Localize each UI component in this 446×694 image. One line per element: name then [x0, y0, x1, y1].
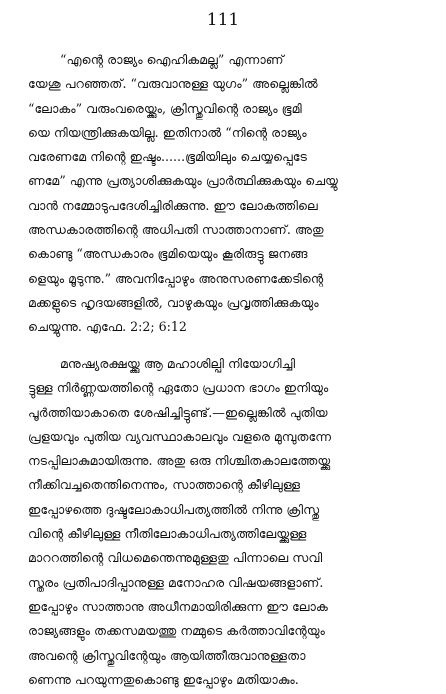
paragraph-line: പ്രളയവും പുതിയ വ്യവസ്ഥാകാലവും വളരെ മുമ്പുതന്നേ: [28, 428, 332, 444]
paragraph-line: ഇപ്പോഴത്തെ ദുഷ്ടലോകാധിപത്യത്തിൽ നിന്നു ക്രിസ്തു: [28, 501, 320, 517]
paragraph-line: ട്ടുള്ള നിർണ്ണയത്തിന്റെ ഏതോ പ്രധാന ഭാഗം ഇനിയും: [28, 380, 329, 396]
paragraph-line: “എന്റെ രാജ്യം ഐഹികമല്ല” എന്നാണ്: [60, 52, 284, 67]
paragraph-line: പൂർത്തിയാകാതെ ശേഷിച്ചിട്ടുണ്ട്.—ഇല്ലെങ്കിൽ പുതിയ: [28, 404, 328, 420]
paragraph-line: യേശു പറഞ്ഞത്. “വരുവാനുള്ള യുഗം” അല്ലെങ്കിൽ: [28, 76, 318, 92]
paragraph-line: മാററത്തിന്റെ വിധമെന്തെന്നുമുള്ളതു പിന്നാലെ സവി: [28, 550, 323, 566]
paragraph-line: അവന്റെ ക്രിസ്തുവിന്റേയും ആയിത്തീരുവാനുള്ളതാ: [28, 647, 306, 663]
paragraph-line: ചെയ്യുന്നു. എഫേ. 2:2; 6:12: [28, 319, 187, 335]
paragraph-line: ളെയും മൂടുന്നു.” അവനിപ്പോഴും അനുസരണക്കേടിന്റെ: [28, 270, 324, 286]
paragraph-line: കൊണ്ടു “അന്ധകാരം ഭൂമിയെയും കൂരിരുട്ടു ജനങ്ങ: [28, 246, 308, 262]
paragraph-line: വരേണമേ നിന്റെ ഇഷ്ടം......ഭൂമിയിലും ചെയ്യപ്പെടേ: [28, 149, 307, 165]
paragraph-line: വിന്റെ കീഴിലുള്ള നീതിലോകാധിപത്യത്തിലേയ്ക്കുള്ള: [28, 526, 307, 542]
paragraph-line: ണെന്നു പറയുന്നതുകൊണ്ടു ഇപ്പോഴും മതിയാകും.: [28, 671, 299, 687]
paragraph-line: ണമേ” എന്നു പ്രത്യാശിക്കുകയും പ്രാർത്ഥിക്കുകയും ചെയ്യു: [28, 173, 338, 189]
paragraph-line: “ലോകം” വരുംവരെയ്ക്കും, ക്രിസ്തുവിന്റെ രാജ്യം ഭൂമി: [28, 100, 302, 116]
paragraph-line: യെ നിയന്ത്രിക്കുകയില്ല. ഇതിനാൽ “നിന്റെ രാജ്യം: [28, 124, 307, 140]
paragraph-line: മനുഷ്യരക്ഷയ്ക്കു ആ മഹാശില്പി നിയോഗിച്ചി: [60, 356, 296, 371]
paragraph-line: മക്കളുടെ ഹൃദയങ്ങളിൽ, വാഴുകയും പ്രവൃത്തിക്കുകയും: [28, 294, 319, 310]
paragraph-line: ഇപ്പോഴും സാത്താനു അധീനമായിരിക്കുന്ന ഈ ലോക: [28, 598, 328, 614]
paragraph-1: [28, 48, 428, 340]
paragraph-line: രാജ്യങ്ങളും തക്കസമയത്തു നമ്മുടെ കർത്താവിന്റേയും: [28, 623, 325, 639]
paragraph-line: വാൻ നമ്മോടുപദേശിച്ചിരിക്കുന്നു. ഈ ലോകത്തിലെ: [28, 197, 318, 213]
paragraph-line: നടപ്പിലാകുമായിരുന്നു. അതു ഒരു നിശ്ചിതകാലത്തേയ്ക്കു: [28, 453, 331, 469]
paragraph-line: സ്തരം പ്രതിപാദിപ്പാനുള്ള മനോഹര വിഷയങ്ങളാണ്.: [28, 574, 324, 590]
paragraph-2: [28, 352, 428, 692]
paragraph-line: അന്ധകാരത്തിന്റെ അധിപതി സാത്താനാണ്. അതു: [28, 222, 324, 238]
page-number: 111: [206, 10, 240, 30]
paragraph-line: നീക്കിവച്ചതെന്തിനെന്നും, സാത്താന്റെ കീഴിലുള്ള: [28, 477, 301, 493]
